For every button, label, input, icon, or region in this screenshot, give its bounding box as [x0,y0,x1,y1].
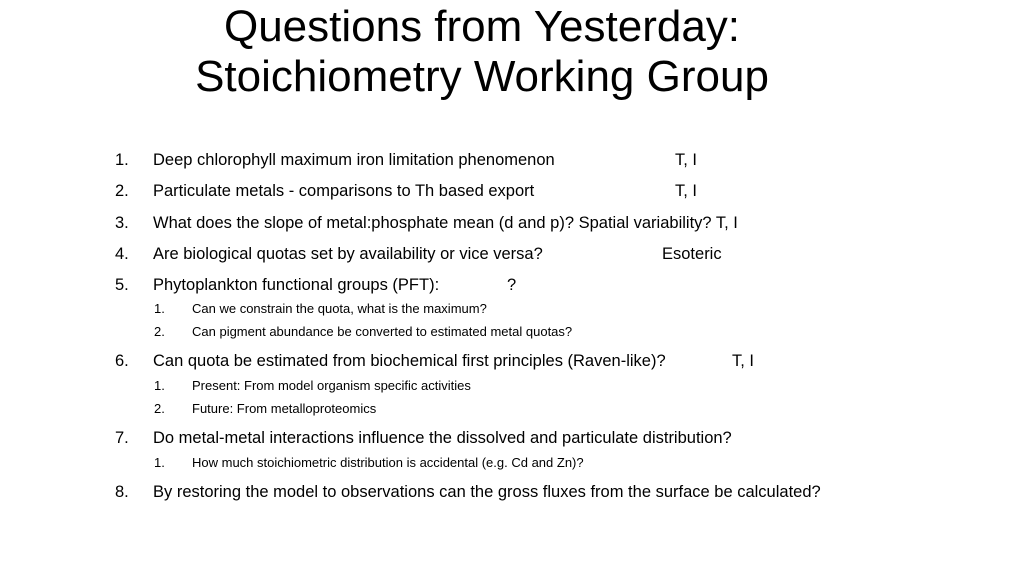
item-text: Can quota be estimated from biochemical first principles (Raven-like)? [153,352,666,370]
sub-item-number: 1. [154,455,165,470]
sub-item-number: 2. [154,401,165,416]
item-number: 4. [115,245,129,263]
item-text: Do metal-metal interactions influence the dissolved and particulate distribution? [153,429,732,447]
item-text: By restoring the model to observations can the gross fluxes from the surface be calculated? [153,483,821,501]
sub-item-text: Can pigment abundance be converted to estimated metal quotas? [192,324,573,339]
sub-item-text: Future: From metalloproteomics [192,401,377,416]
item-text: Are biological quotas set by availability or vice versa? [153,245,543,263]
sub-item-number: 1. [154,378,165,393]
item-tag: T, I [675,182,698,200]
item-number: 5. [115,276,129,294]
slide-title [0,2,964,102]
sub-item-text: How much stoichiometric distribution is accidental (e.g. Cd and Zn)? [192,455,584,470]
sub-item-number: 2. [154,324,165,339]
item-text: What does the slope of metal:phosphate mean (d and p)? Spatial variability? T, I [153,214,738,232]
item-tag: T, I [732,352,755,370]
item-number: 7. [115,429,129,447]
item-tag: T, I [675,151,698,169]
item-number: 8. [115,483,129,501]
item-text: Deep chlorophyll maximum iron limitation phenomenon [153,151,555,169]
sub-item-text: Can we constrain the quota, what is the maximum? [192,301,487,316]
item-number: 1. [115,151,129,169]
sub-item-text: Present: From model organism specific activities [192,378,471,393]
item-tag: Esoteric [662,245,722,263]
title-line-2: Stoichiometry Working Group [195,52,769,101]
title-line-1: Questions from Yesterday: [223,2,741,51]
item-number: 3. [115,214,129,232]
item-tag: ? [507,276,517,294]
item-number: 2. [115,182,129,200]
sub-item-number: 1. [154,301,165,316]
item-text: Phytoplankton functional groups (PFT): [153,276,440,294]
item-text: Particulate metals - comparisons to Th based export [153,182,535,200]
item-number: 6. [115,352,129,370]
